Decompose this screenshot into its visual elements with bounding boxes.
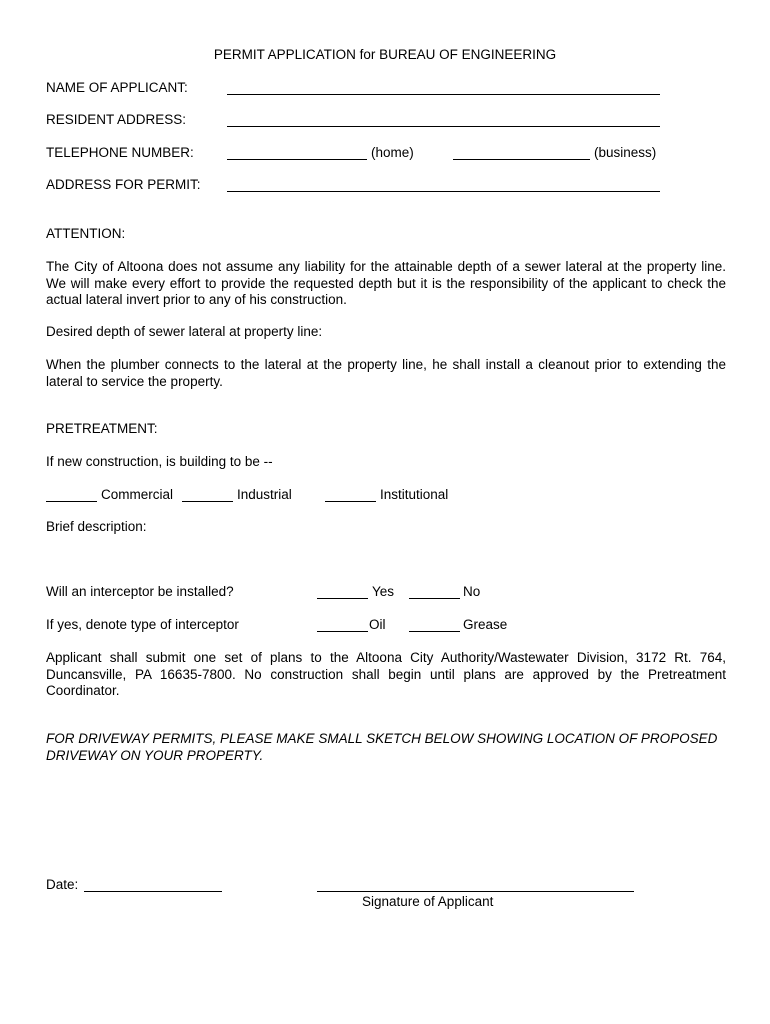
driveway-note: FOR DRIVEWAY PERMITS, PLEASE MAKE SMALL SKETCH BELOW SHOWING LOCATION OF PROPOSED DRIVEWAY ON YOUR PROPERTY. [46, 731, 718, 763]
brief-description-label: Brief description: [46, 519, 147, 534]
phone-home-label: (home) [371, 145, 414, 160]
desired-depth-label: Desired depth of sewer lateral at property line: [46, 324, 323, 339]
attention-heading: ATTENTION: [46, 226, 126, 241]
no-blank[interactable] [409, 598, 460, 599]
grease-blank[interactable] [409, 631, 460, 632]
institutional-option: Institutional [380, 487, 449, 502]
permit-address-label: ADDRESS FOR PERMIT: [46, 177, 201, 192]
no-option: No [463, 584, 481, 599]
address-label: RESIDENT ADDRESS: [46, 112, 187, 127]
cleanout-paragraph: When the plumber connects to the lateral at the property line, he shall install a cleanout prior to extending the lateral to service the property. [46, 357, 726, 389]
permit-address-field[interactable] [227, 191, 660, 192]
date-field[interactable] [84, 891, 222, 892]
interceptor-question: Will an interceptor be installed? [46, 584, 234, 599]
phone-label: TELEPHONE NUMBER: [46, 145, 194, 160]
industrial-blank[interactable] [182, 501, 233, 502]
signature-label: Signature of Applicant [362, 894, 494, 909]
industrial-option: Industrial [237, 487, 292, 502]
name-field[interactable] [227, 94, 660, 95]
pretreatment-heading: PRETREATMENT: [46, 421, 158, 436]
date-label: Date: [46, 877, 79, 892]
phone-business-label: (business) [594, 145, 657, 160]
oil-option: Oil [369, 617, 386, 632]
signature-field[interactable] [317, 891, 634, 892]
plans-paragraph: Applicant shall submit one set of plans to the Altoona City Authority/Wastewater Division, 3172 Rt. 764, Duncansville, PA 16635-7800. No construction shall begin until plans are approved by the Pretreatment Coordinator. [46, 650, 726, 698]
address-field[interactable] [227, 126, 660, 127]
phone-home-field[interactable] [227, 159, 367, 160]
yes-option: Yes [372, 584, 395, 599]
name-label: NAME OF APPLICANT: [46, 80, 188, 95]
yes-blank[interactable] [317, 598, 368, 599]
page-title: PERMIT APPLICATION for BUREAU OF ENGINEERING [213, 47, 557, 62]
construction-question: If new construction, is building to be -- [46, 454, 273, 469]
commercial-blank[interactable] [46, 501, 97, 502]
institutional-blank[interactable] [325, 501, 376, 502]
grease-option: Grease [463, 617, 508, 632]
commercial-option: Commercial [101, 487, 174, 502]
phone-business-field[interactable] [453, 159, 590, 160]
oil-blank[interactable] [317, 631, 368, 632]
interceptor-type-label: If yes, denote type of interceptor [46, 617, 239, 632]
attention-paragraph: The City of Altoona does not assume any liability for the attainable depth of a sewer lateral at the property line. We will make every effort to provide the requested depth but it is the responsibility of the applicant to check the actual lateral invert prior to any of his construction. [46, 259, 726, 307]
